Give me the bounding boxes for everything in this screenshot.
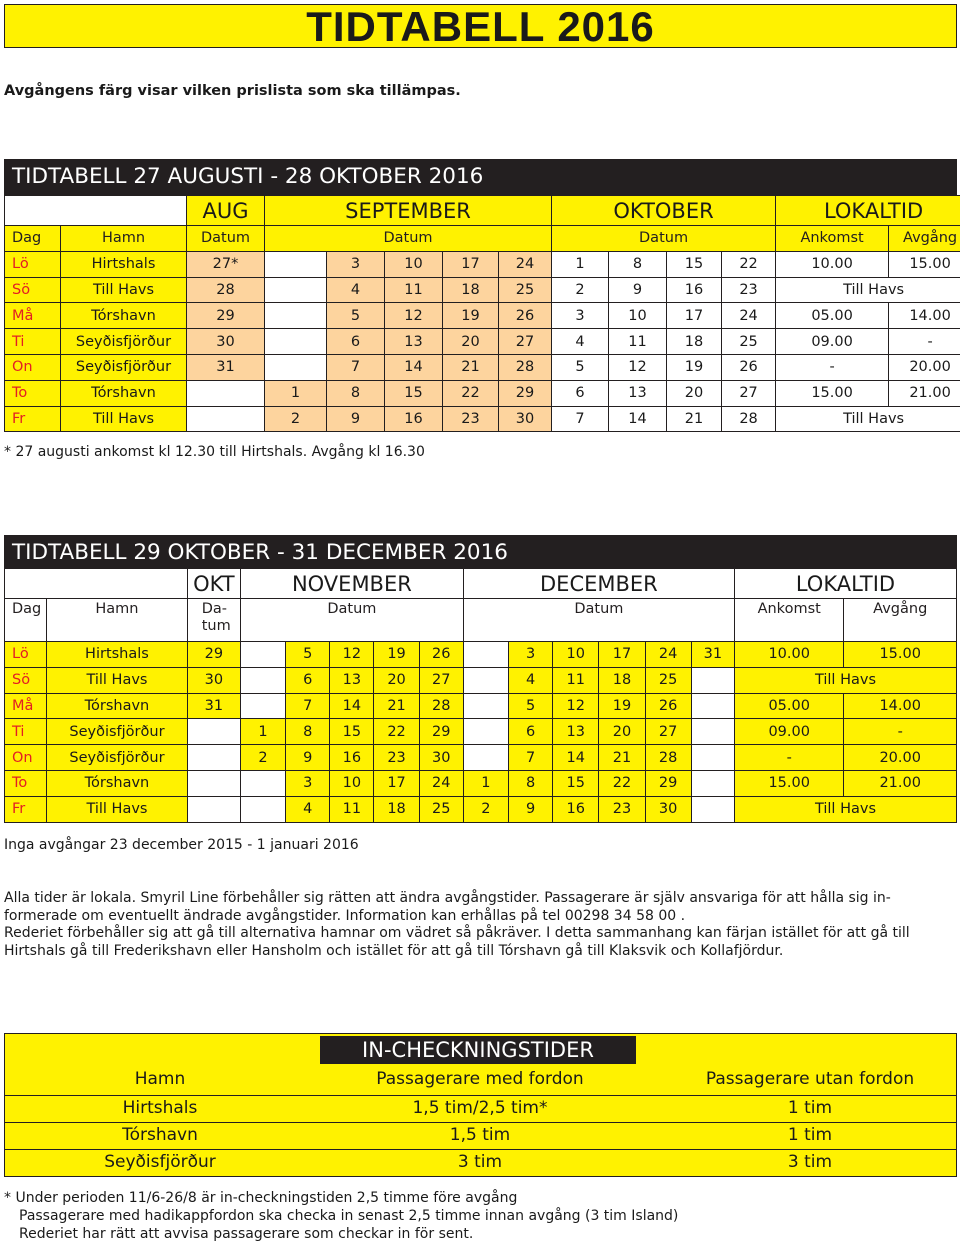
date-cell: 29 <box>419 719 463 745</box>
date-cell: 5 <box>327 303 385 329</box>
col-dag: Dag <box>5 599 47 642</box>
at-sea-cell: Till Havs <box>734 796 956 822</box>
date-cell: 31 <box>187 354 265 380</box>
date-cell <box>265 354 327 380</box>
date-cell: 2 <box>240 745 285 771</box>
date-cell <box>265 303 327 329</box>
date-cell: 27 <box>645 719 691 745</box>
date-cell: 7 <box>327 354 385 380</box>
day-cell: Ti <box>5 719 47 745</box>
day-cell: Lö <box>5 642 47 668</box>
col-ankomst: Ankomst <box>776 226 889 252</box>
timetable-1 <box>4 195 960 432</box>
date-cell: 25 <box>499 277 552 303</box>
date-cell: 8 <box>327 380 385 406</box>
port-cell: Hirtshals <box>61 251 187 277</box>
note-line: Rederiet förbehåller sig att gå till alternativa hamnar om vädret så påkräver. I detta sammanhang kan färjan istället för att gå till <box>4 925 910 941</box>
date-cell: 31 <box>187 693 240 719</box>
arrival-cell: 09.00 <box>734 719 843 745</box>
timetable-2-title: TIDTABELL 29 OKTOBER - 31 DECEMBER 2016 <box>4 535 957 571</box>
date-cell: 16 <box>553 796 599 822</box>
day-cell: Ti <box>5 329 61 355</box>
month-december: DECEMBER <box>463 569 734 599</box>
checkin-utan-fordon: 3 tim <box>787 1152 833 1172</box>
date-cell: 1 <box>552 251 609 277</box>
date-cell: 22 <box>599 770 645 796</box>
date-cell: 27 <box>722 380 776 406</box>
col-datum: Datum <box>265 226 552 252</box>
date-cell: 28 <box>187 277 265 303</box>
date-cell: 4 <box>552 329 609 355</box>
date-cell: 30 <box>187 667 240 693</box>
date-cell <box>240 770 285 796</box>
date-cell: 30 <box>419 745 463 771</box>
port-cell: Seyðisfjörður <box>61 329 187 355</box>
date-cell: 30 <box>187 329 265 355</box>
header-row <box>5 599 957 642</box>
col-dag: Dag <box>5 226 61 252</box>
date-cell: 27* <box>187 251 265 277</box>
arrival-cell: 05.00 <box>776 303 889 329</box>
departure-cell: 21.00 <box>889 380 960 406</box>
date-cell <box>187 796 240 822</box>
col-datum: Datum <box>240 599 463 642</box>
date-cell: 16 <box>330 745 374 771</box>
date-cell: 3 <box>509 642 553 668</box>
date-cell: 12 <box>330 642 374 668</box>
checkin-col-utan-fordon: Passagerare utan fordon <box>705 1069 915 1089</box>
date-cell: 10 <box>330 770 374 796</box>
checkin-med-fordon: 1,5 tim/2,5 tim* <box>412 1098 548 1118</box>
port-cell: Tórshavn <box>61 303 187 329</box>
timetable-2 <box>4 568 957 823</box>
date-cell: 15 <box>553 770 599 796</box>
day-cell: Sö <box>5 277 61 303</box>
day-cell: On <box>5 354 61 380</box>
port-cell: Till Havs <box>47 667 188 693</box>
day-cell: To <box>5 770 47 796</box>
date-cell: 19 <box>443 303 499 329</box>
date-cell: 7 <box>552 406 609 432</box>
date-cell: 17 <box>599 642 645 668</box>
date-cell: 5 <box>552 354 609 380</box>
date-cell: 27 <box>419 667 463 693</box>
day-cell: Sö <box>5 667 47 693</box>
date-cell: 23 <box>443 406 499 432</box>
date-cell: 18 <box>443 277 499 303</box>
table-row <box>5 380 960 406</box>
table-row <box>5 303 960 329</box>
checkin-utan-fordon: 1 tim <box>787 1125 833 1145</box>
date-cell: 18 <box>667 329 722 355</box>
table-row <box>5 770 957 796</box>
date-cell: 15 <box>385 380 443 406</box>
date-cell: 12 <box>609 354 667 380</box>
date-cell <box>265 329 327 355</box>
month-okt: OKT <box>187 569 240 599</box>
date-cell: 23 <box>722 277 776 303</box>
date-cell: 28 <box>722 406 776 432</box>
date-cell <box>187 770 240 796</box>
col-datum-line-2: tum <box>201 618 231 634</box>
table-row <box>5 251 960 277</box>
col-avgang: Avgång <box>889 226 960 252</box>
port-cell: Seyðisfjörður <box>61 354 187 380</box>
checkin-utan-fordon: 1 tim <box>787 1098 833 1118</box>
note-line: Hirtshals gå till Frederikshavn eller Hansholm och istället för att gå till Tórshavn gå till Klaksvik och Kollafjördur. <box>4 942 784 959</box>
lokaltid-label: LOKALTID <box>776 196 960 226</box>
date-cell: 31 <box>691 642 734 668</box>
port-cell: Till Havs <box>47 796 188 822</box>
timetable-1-footnote: * 27 augusti ankomst kl 12.30 till Hirtshals. Avgång kl 16.30 <box>4 444 425 460</box>
col-hamn: Hamn <box>47 599 188 642</box>
day-cell: Lö <box>5 251 61 277</box>
date-cell <box>463 642 508 668</box>
date-cell: 17 <box>667 303 722 329</box>
date-cell: 8 <box>509 770 553 796</box>
departure-cell: 15.00 <box>889 251 960 277</box>
date-cell: 9 <box>509 796 553 822</box>
table-row <box>5 277 960 303</box>
departure-cell: 20.00 <box>889 354 960 380</box>
date-cell: 5 <box>286 642 330 668</box>
date-cell: 18 <box>374 796 419 822</box>
checkin-port: Hirtshals <box>122 1098 198 1118</box>
date-cell: 19 <box>374 642 419 668</box>
port-cell: Seyðisfjörður <box>47 745 188 771</box>
date-cell: 26 <box>645 693 691 719</box>
day-cell: On <box>5 745 47 771</box>
date-cell <box>463 745 508 771</box>
date-cell: 22 <box>443 380 499 406</box>
date-cell: 13 <box>385 329 443 355</box>
date-cell: 29 <box>499 380 552 406</box>
month-oktober: OKTOBER <box>552 196 776 226</box>
date-cell: 12 <box>553 693 599 719</box>
date-cell: 2 <box>463 796 508 822</box>
table-row <box>5 354 960 380</box>
date-cell: 2 <box>265 406 327 432</box>
date-cell: 3 <box>286 770 330 796</box>
date-cell <box>187 745 240 771</box>
arrival-cell: 09.00 <box>776 329 889 355</box>
month-november: NOVEMBER <box>240 569 463 599</box>
table-row <box>5 642 957 668</box>
month-band-row <box>5 569 957 599</box>
date-cell: 15 <box>330 719 374 745</box>
date-cell: 25 <box>419 796 463 822</box>
arrival-cell: - <box>776 354 889 380</box>
date-cell: 19 <box>599 693 645 719</box>
col-hamn: Hamn <box>61 226 187 252</box>
arrival-cell: 15.00 <box>776 380 889 406</box>
date-cell: 1 <box>240 719 285 745</box>
date-cell: 14 <box>609 406 667 432</box>
date-cell: 20 <box>599 719 645 745</box>
date-cell: 29 <box>645 770 691 796</box>
checkin-col-hamn: Hamn <box>134 1069 186 1089</box>
table-row <box>5 796 957 822</box>
port-cell: Tórshavn <box>61 380 187 406</box>
date-cell: 4 <box>509 667 553 693</box>
date-cell: 13 <box>330 667 374 693</box>
date-cell: 7 <box>286 693 330 719</box>
date-cell: 26 <box>419 642 463 668</box>
date-cell: 21 <box>599 745 645 771</box>
col-datum: Datum <box>552 226 776 252</box>
date-cell: 28 <box>499 354 552 380</box>
date-cell <box>691 693 734 719</box>
date-cell: 14 <box>385 354 443 380</box>
price-color-note: Avgångens färg visar vilken prislista som ska tillämpas. <box>4 83 461 99</box>
date-cell: 3 <box>327 251 385 277</box>
date-cell: 1 <box>265 380 327 406</box>
date-cell: 21 <box>443 354 499 380</box>
date-cell: 20 <box>667 380 722 406</box>
date-cell: 6 <box>286 667 330 693</box>
departure-cell: 21.00 <box>844 770 957 796</box>
date-cell <box>463 719 508 745</box>
date-cell: 25 <box>645 667 691 693</box>
checkin-footnote: * Under perioden 11/6-26/8 är in-checkningstiden 2,5 timme före avgång <box>4 1190 518 1206</box>
date-cell: 17 <box>443 251 499 277</box>
date-cell: 24 <box>499 251 552 277</box>
date-cell: 27 <box>499 329 552 355</box>
day-cell: Fr <box>5 796 47 822</box>
date-cell: 18 <box>599 667 645 693</box>
date-cell <box>187 719 240 745</box>
table-row <box>5 667 957 693</box>
date-cell: 24 <box>419 770 463 796</box>
arrival-cell: - <box>734 745 843 771</box>
timetable-2-footnote: Inga avgångar 23 december 2015 - 1 januari 2016 <box>4 837 359 853</box>
date-cell: 12 <box>385 303 443 329</box>
table-row <box>5 719 957 745</box>
arrival-cell: 10.00 <box>776 251 889 277</box>
date-cell: 26 <box>722 354 776 380</box>
col-ankomst: Ankomst <box>734 599 843 642</box>
checkin-divider <box>4 1149 957 1150</box>
table-row <box>5 406 960 432</box>
table-row <box>5 693 957 719</box>
col-datum: Datum <box>463 599 734 642</box>
date-cell: 16 <box>667 277 722 303</box>
date-cell: 3 <box>552 303 609 329</box>
checkin-divider <box>4 1122 957 1123</box>
date-cell <box>240 642 285 668</box>
date-cell: 10 <box>553 642 599 668</box>
timetable-1-title: TIDTABELL 27 AUGUSTI - 28 OKTOBER 2016 <box>4 159 957 195</box>
date-cell: 20 <box>374 667 419 693</box>
port-cell: Tórshavn <box>47 770 188 796</box>
date-cell: 19 <box>667 354 722 380</box>
date-cell <box>691 770 734 796</box>
date-cell <box>187 406 265 432</box>
departure-cell: 14.00 <box>844 693 957 719</box>
date-cell: 23 <box>374 745 419 771</box>
date-cell: 11 <box>385 277 443 303</box>
arrival-cell: 05.00 <box>734 693 843 719</box>
date-cell <box>691 719 734 745</box>
at-sea-cell: Till Havs <box>776 277 960 303</box>
date-cell: 6 <box>552 380 609 406</box>
date-cell: 7 <box>509 745 553 771</box>
col-avgang: Avgång <box>844 599 957 642</box>
port-cell: Till Havs <box>61 277 187 303</box>
date-cell <box>187 380 265 406</box>
month-aug: AUG <box>187 196 265 226</box>
date-cell: 21 <box>667 406 722 432</box>
date-cell: 16 <box>385 406 443 432</box>
date-cell: 25 <box>722 329 776 355</box>
date-cell <box>240 796 285 822</box>
date-cell: 26 <box>499 303 552 329</box>
note-line: Alla tider är lokala. Smyril Line förbehåller sig rätten att ändra avgångstider. Passagerare är själv ansvariga för att hålla sig in- <box>4 890 891 906</box>
month-band-row <box>5 196 960 226</box>
date-cell: 6 <box>509 719 553 745</box>
date-cell: 9 <box>327 406 385 432</box>
col-datum: Datum <box>187 226 265 252</box>
table-row <box>5 745 957 771</box>
date-cell: 13 <box>553 719 599 745</box>
checkin-divider <box>4 1095 957 1096</box>
date-cell <box>691 796 734 822</box>
date-cell: 2 <box>552 277 609 303</box>
date-cell: 10 <box>385 251 443 277</box>
date-cell: 24 <box>722 303 776 329</box>
date-cell: 5 <box>509 693 553 719</box>
header-row <box>5 226 960 252</box>
date-cell: 11 <box>330 796 374 822</box>
day-cell: Fr <box>5 406 61 432</box>
general-notes <box>4 890 910 960</box>
checkin-med-fordon: 1,5 tim <box>449 1125 511 1145</box>
port-cell: Hirtshals <box>47 642 188 668</box>
date-cell: 10 <box>609 303 667 329</box>
day-cell: Må <box>5 303 61 329</box>
date-cell: 30 <box>499 406 552 432</box>
date-cell: 6 <box>327 329 385 355</box>
date-cell <box>265 251 327 277</box>
page-title: TIDTABELL 2016 <box>4 4 957 48</box>
date-cell: 15 <box>667 251 722 277</box>
checkin-port: Seyðisfjörður <box>104 1152 216 1172</box>
date-cell: 20 <box>443 329 499 355</box>
port-cell: Tórshavn <box>47 693 188 719</box>
checkin-footnotes <box>4 1189 678 1243</box>
date-cell <box>240 667 285 693</box>
date-cell: 23 <box>599 796 645 822</box>
date-cell: 17 <box>374 770 419 796</box>
lokaltid-label: LOKALTID <box>734 569 956 599</box>
date-cell <box>691 667 734 693</box>
date-cell: 8 <box>286 719 330 745</box>
date-cell: 13 <box>609 380 667 406</box>
port-cell: Till Havs <box>61 406 187 432</box>
date-cell <box>463 693 508 719</box>
date-cell <box>240 693 285 719</box>
checkin-col-med-fordon: Passagerare med fordon <box>376 1069 584 1089</box>
checkin-port: Tórshavn <box>122 1125 198 1145</box>
checkin-footnote: Passagerare med hadikappfordon ska checka in senast 2,5 timme innan avgång (3 tim Island) <box>19 1208 679 1224</box>
departure-cell: - <box>844 719 957 745</box>
note-line: formerade om eventuellt ändrade avgångstider. Information kan erhållas på tel 00298 34 58 00 . <box>4 907 686 924</box>
date-cell: 8 <box>609 251 667 277</box>
date-cell: 24 <box>645 642 691 668</box>
date-cell: 28 <box>645 745 691 771</box>
departure-cell: 20.00 <box>844 745 957 771</box>
date-cell: 22 <box>722 251 776 277</box>
table-row <box>5 329 960 355</box>
day-cell: To <box>5 380 61 406</box>
arrival-cell: 10.00 <box>734 642 843 668</box>
date-cell: 4 <box>286 796 330 822</box>
departure-cell: 14.00 <box>889 303 960 329</box>
at-sea-cell: Till Havs <box>776 406 960 432</box>
day-cell: Må <box>5 693 47 719</box>
date-cell: 21 <box>374 693 419 719</box>
date-cell: 9 <box>609 277 667 303</box>
checkin-med-fordon: 3 tim <box>457 1152 503 1172</box>
checkin-footnote: Rederiet har rätt att avvisa passagerare som checkar in för sent. <box>19 1226 474 1242</box>
date-cell <box>463 667 508 693</box>
date-cell: 22 <box>374 719 419 745</box>
date-cell: 9 <box>286 745 330 771</box>
col-datum-line-1: Da- <box>201 601 228 617</box>
date-cell: 29 <box>187 303 265 329</box>
date-cell: 28 <box>419 693 463 719</box>
date-cell: 14 <box>330 693 374 719</box>
date-cell: 1 <box>463 770 508 796</box>
date-cell: 4 <box>327 277 385 303</box>
at-sea-cell: Till Havs <box>734 667 956 693</box>
date-cell: 30 <box>645 796 691 822</box>
port-cell: Seyðisfjörður <box>47 719 188 745</box>
month-september: SEPTEMBER <box>265 196 552 226</box>
departure-cell: 15.00 <box>844 642 957 668</box>
date-cell: 29 <box>187 642 240 668</box>
arrival-cell: 15.00 <box>734 770 843 796</box>
departure-cell: - <box>889 329 960 355</box>
date-cell: 11 <box>609 329 667 355</box>
checkin-title: IN-CHECKNINGSTIDER <box>320 1036 636 1064</box>
col-datum <box>187 599 240 642</box>
date-cell <box>691 745 734 771</box>
date-cell <box>265 277 327 303</box>
date-cell: 14 <box>553 745 599 771</box>
date-cell: 11 <box>553 667 599 693</box>
